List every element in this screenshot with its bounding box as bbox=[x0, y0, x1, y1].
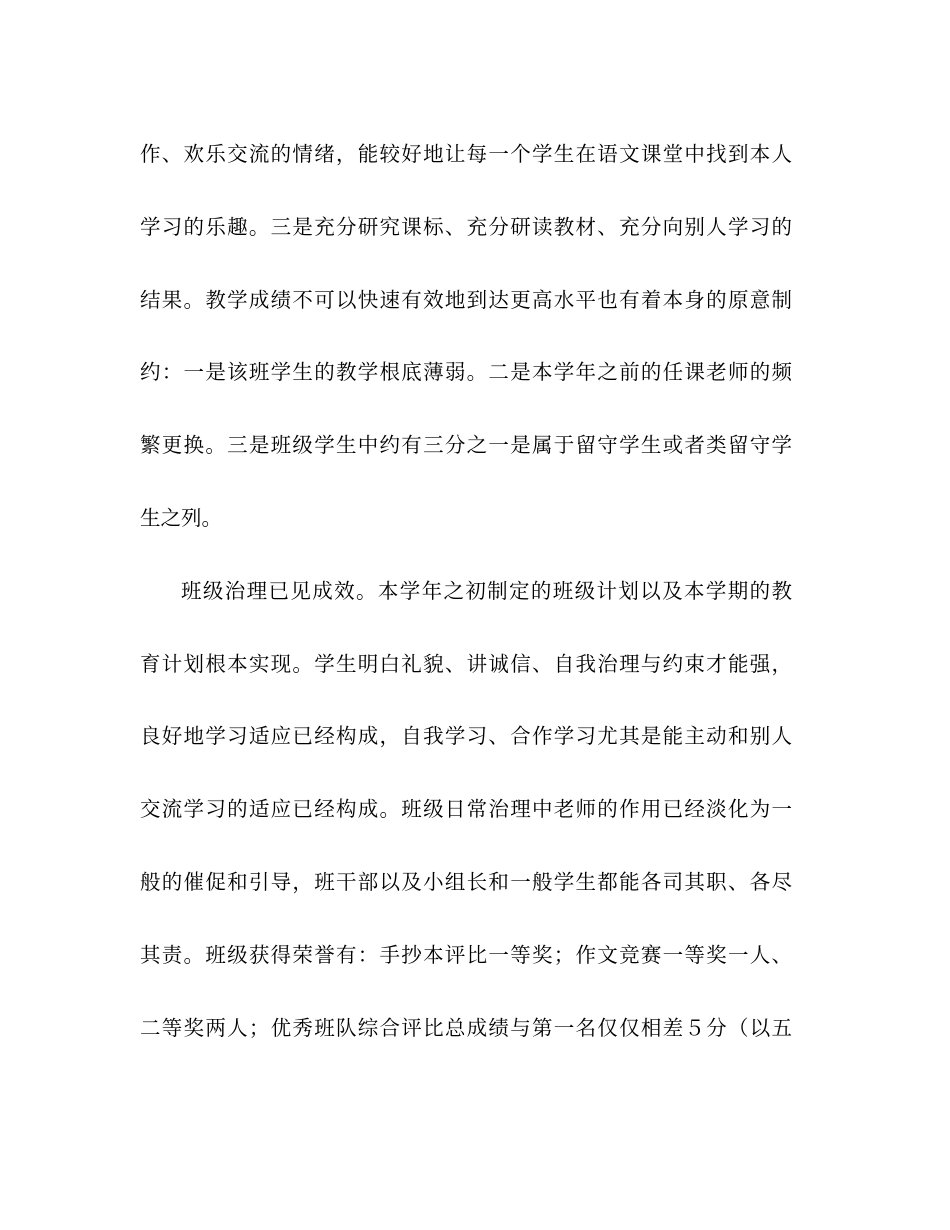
text-line: 育计划根本实现。学生明白礼貌、讲诚信、自我治理与约束才能强， bbox=[140, 651, 792, 676]
document-body bbox=[140, 118, 792, 1064]
text-line: 繁更换。三是班级学生中约有三分之一是属于留守学生或者类留守学 bbox=[140, 433, 792, 458]
text-line: 约：一是该班学生的教学根底薄弱。二是本学年之前的任课老师的频 bbox=[140, 360, 792, 385]
text-line: 其责。班级获得荣誉有：手抄本评比一等奖；作文竞赛一等奖一人、 bbox=[140, 942, 792, 967]
text-line: 良好地学习适应已经构成，自我学习、合作学习尤其是能主动和别人 bbox=[140, 724, 792, 749]
text-line: 班级治理已见成效。本学年之初制定的班级计划以及本学期的教 bbox=[181, 578, 792, 603]
text-line: 二等奖两人；优秀班队综合评比总成绩与第一名仅仅相差５分（以五 bbox=[140, 1015, 792, 1040]
text-line: 生之列。 bbox=[140, 505, 222, 530]
text-line: 结果。教学成绩不可以快速有效地到达更高水平也有着本身的原意制 bbox=[140, 287, 792, 312]
paragraph bbox=[140, 118, 792, 555]
text-line: 作、欢乐交流的情绪，能较好地让每一个学生在语文课堂中找到本人 bbox=[140, 142, 792, 166]
paragraph bbox=[140, 555, 792, 1065]
text-line: 般的催促和引导，班干部以及小组长和一般学生都能各司其职、各尽 bbox=[140, 869, 792, 894]
text-line: 交流学习的适应已经构成。班级日常治理中老师的作用已经淡化为一 bbox=[140, 797, 792, 822]
text-line: 学习的乐趣。三是充分研究课标、充分研读教材、充分向别人学习的 bbox=[140, 214, 792, 239]
